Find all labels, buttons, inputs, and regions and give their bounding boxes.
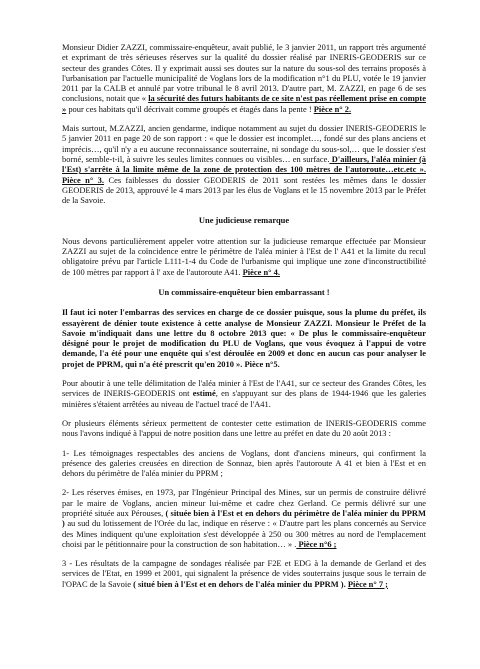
paragraph-2-text-2: Ces faiblesses du dossier GEODERIS de 2011 sont restées les mêmes dans le dossier GEODERIS de 2013, approuvé le 4 mars 2013 par les élus de Voglans et le 15 novembre 2013 par le Préfet de la Savoie. [62, 174, 426, 206]
section-heading-commissaire: Un commissaire-enquêteur bien embarrassant ! [158, 286, 330, 297]
paragraph-5 [62, 378, 426, 409]
paragraph-8-quote: ( située bien à l'Est et en dehors du périmètre de l'aléa minier du PPRM ) [62, 507, 426, 529]
piece-4-ref: Pièce n° 4. [242, 266, 280, 277]
piece-2-ref: Pièce n° 2. [313, 103, 352, 114]
paragraph-4 [62, 307, 426, 369]
paragraph-1-quote: la sécurité des futurs habitants de ce site n'est pas réellement prise en compte » [62, 93, 426, 114]
paragraph-4-text: Il faut ici noter l'embarras des services en charge de ce dossier puisque, sous la plume du préfet, ils essayèrent de dénier toute existence à cette analyse de Monsieur ZAZZI. Monsieur le Préfet de la Savoie m'indiquait dans une lettre du 8 octobre 2013 que: « De plus le commissaire-enquêteur désigné pour le projet de modification du PLU de Voglans, que vous évoquez à l'appui de votre demande, l'a été pour une enquête qui s'est déroulée en 2009 et donc en aucun cas pour analyser le projet de PPRM, qui n'a été prescrit qu'en 2010 ». Pièce n°5. [62, 307, 426, 369]
paragraph-1-text-2: pour ces habitats qu'il décrivait comme groupés et étagés dans la pente ! [66, 103, 312, 114]
paragraph-8-text-2: au sud du lotissement de l'Orée du lac, indique en réserve : « D'autre part les plans concernés au Service des Mines indiquent qu'une exploitation s'est développée à 250 ou 300 mètres au nord de l'emplacement choisi par le pétitionnaire pour la construction de son habitation… » . [62, 518, 426, 549]
paragraph-3-text: Nous devons particulièrement appeler votre attention sur la judicieuse remarque effectuée par Monsieur ZAZZI au sujet de la coïncidence entre le périmètre de l'aléa minier à l'Est de l' A41 et la limite du recul obligatoire prévu par l'article L111-1-4 du Code de l'urbanisme qui implique une zone d'inconstructibilité de 100 mètres par rapport à l' axe de l'autoroute A41. [62, 235, 426, 277]
paragraph-1 [62, 42, 426, 114]
paragraph-9-quote: ( situé bien à l'Est et en dehors de l'aléa minier du PPRM ). [130, 578, 346, 589]
paragraph-9-text: 3 - Les résultats de la campagne de sondages réalisée par F2E et EDG à la demande de Gerland et des services de l'Etat, en 1999 et 2001, qui signalent la présence de vides souterrains jusque sous le terrain de l'OPAC de la Savoie [62, 558, 426, 589]
paragraph-8-text: 2- Les réserves émises, en 1973, par l'Ingénieur Principal des Mines, sur un permis de construire délivré par le maire de Voglans, ancien mineur lui-même et cadre chez Gerland. Ce permis délivré sur une propriété située aux Pérouses, [62, 487, 426, 518]
paragraph-2-quote: D'ailleurs, l'aléa minier (à l'Est) s'arrête à la limite même de la zone de protection des 100 mètres de l'autoroute…etc.etc ». Pièce n° 3. [62, 153, 426, 185]
paragraph-7-text: 1- Les témoignages respectables des anciens de Voglans, dont d'anciens mineurs, qui confirment la présence des galeries creusées en direction de Sonnaz, bien après l'autoroute A 41 et bien à l'Est et en dehors du périmètre de l'aléa minier du PPRM ; [62, 447, 426, 479]
paragraph-2 [62, 123, 426, 205]
paragraph-5-text-2: , en s'appuyant sur des plans de 1944-1946 que les galeries minières s'étaient arrêtées au niveau de l'actuel tracé de l'A41. [62, 388, 426, 409]
section-heading-judicieuse: Une judicieuse remarque [198, 215, 290, 226]
paragraph-6 [62, 418, 426, 439]
paragraph-9 [62, 558, 426, 589]
paragraph-5-text: Pour aboutir à une telle délimitation de l'aléa minier à l'Est de l'A41, sur ce secteur des Grandes Côtes, les services de INERIS-GEODERIS ont [62, 378, 426, 399]
paragraph-3 [62, 236, 426, 277]
paragraph-7 [62, 448, 426, 479]
paragraph-8 [62, 487, 426, 549]
paragraph-5-estime: estimé [192, 388, 216, 399]
paragraph-6-text: Or plusieurs éléments sérieux permettent de contester cette estimation de INERIS-GEODERIS comme nous l'avons indiqué à l'appui de notre position dans une lettre au préfet en date du 20 août 2013 : [62, 417, 426, 439]
paragraph-1-text: Monsieur Didier ZAZZI, commissaire-enquêteur, avait publié, le 3 janvier 2011, un rapport très argumenté et exprimant de très sérieuses réserves sur la qualité du dossier réalisé par INERIS-GEODERIS sur ce secteur des grandes Côtes. Il y exprimait aussi ses doutes sur la nature du sous-sol des terrains proposés à l'urbanisation par l'actuelle municipalité de Voglans lors de la modification n°1 du PLU, votée le 19 janvier 2011 par la CALB et annulé par votre tribunal le 8 avril 2013. D'autre part, M. ZAZZI, en page 6 de ses conclusions, notait que « [62, 42, 426, 104]
piece-7-ref: Pièce n° 7 ; [347, 578, 388, 589]
piece-6-ref: Pièce n°6 ; [296, 538, 337, 549]
paragraph-2-text: Mais surtout, M.ZAZZI, ancien gendarme, indique notamment au sujet du dossier INERIS-GEODERIS le 5 janvier 2011 en page 20 de son rapport : « que le dossier est incomplet…, fondé sur des plans anciens et imprécis…, qu'il n'y a eu aucune reconnaissance souterraine, ni sondage du sous-sol,… que le dossier s'est borné, semble-t-il, à suivre les seules limites connues ou visibles… en surface. [62, 123, 426, 164]
